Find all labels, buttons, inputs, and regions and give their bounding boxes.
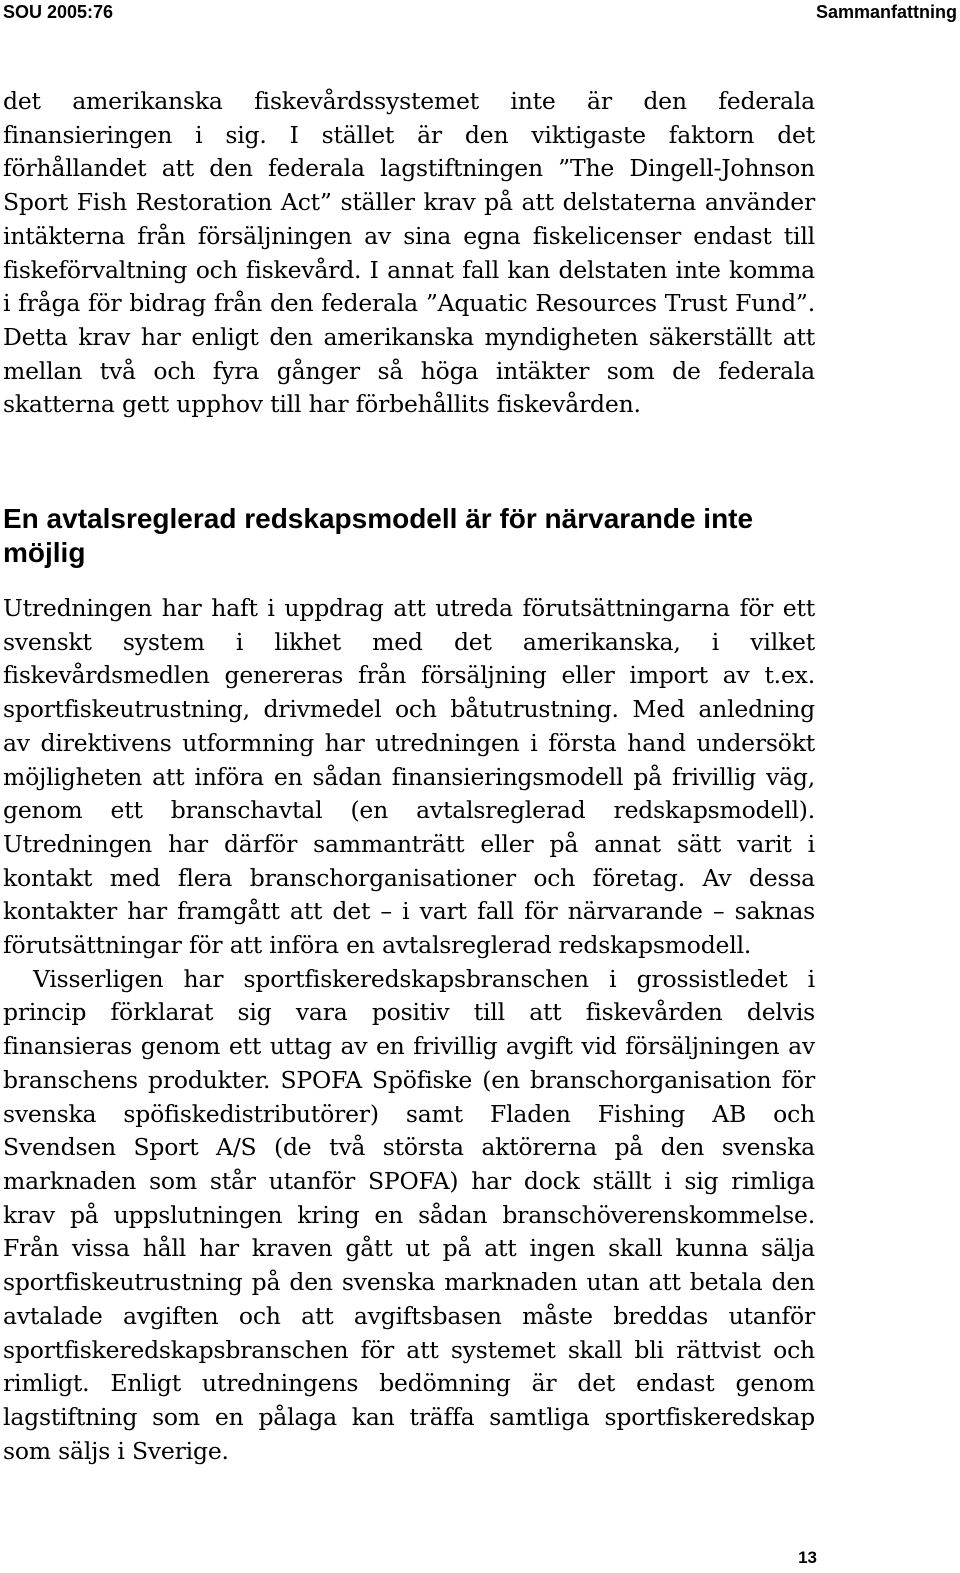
paragraph-utredningen: Utredningen har haft i uppdrag att utreda förutsättningarna för ett svenskt system i likhet med det amerikanska, i vilket fiskevårdsmedlen genereras från försäljning eller import av t.ex. sportfiskeutrustning, drivmedel och båtutrustning. Med anledning av direktivens utformning har utredningen i första hand undersökt möjligheten att införa en sådan finansieringsmodell på frivillig väg, genom ett branschavtal (en avtalsreglerad redskapsmodell). Utredningen har därför sammanträtt eller på annat sätt varit i kontakt med flera branschorganisationer och företag. Av dessa kontakter har framgått att det – i vart fall för närvarande – saknas förutsättningar för att införa en avtalsreglerad redskapsmodell. bbox=[3, 594, 815, 960]
report-id: SOU 2005:76 bbox=[3, 2, 114, 22]
page-number: 13 bbox=[798, 1548, 817, 1567]
document-body bbox=[3, 85, 815, 1468]
chapter-title: Sammanfattning bbox=[815, 2, 957, 22]
running-head bbox=[0, 0, 960, 24]
section-heading: En avtalsreglerad redskapsmodell är för närvarande inte möjlig bbox=[3, 503, 754, 569]
paragraph-intro: det amerikanska fiskevårdssystemet inte är den federala finansieringen i sig. I stället är den viktigaste faktorn det förhållandet att den federala lagstiftningen ”The Dingell-Johnson Sport Fish Restoration Act” ställer krav på att delstaterna använder intäkterna från försäljningen av sina egna fiskelicenser endast till fiskeförvaltning och fiskevård. I annat fall kan delstaten inte komma i fråga för bidrag från den federala ”Aquatic Resources Trust Fund”. Detta krav har enligt den amerikanska myndigheten säkerställt att mellan två och fyra gånger så höga intäkter som de federala skatterna gett upphov till har förbehållits fiskevården. bbox=[3, 87, 815, 419]
paragraph-visserligen: Visserligen har sportfiskeredskapsbranschen i grossistledet i princip förklarat sig vara positiv till att fiskevården delvis finansieras genom ett uttag av en frivillig avgift vid försäljningen av branschens produkter. SPOFA Spöfiske (en branschorganisation för svenska spöfiskedistributörer) samt Fladen Fishing AB och Svendsen Sport A/S (de två största aktörerna på den svenska marknaden som står utanför SPOFA) har dock ställt i sig rimliga krav på uppslutningen kring en sådan branschöverenskommelse. Från vissa håll har kraven gått ut på att ingen skall kunna sälja sportfiskeutrustning på den svenska marknaden utan att betala den avtalade avgiften och att avgiftsbasen måste breddas utanför sportfiskeredskapsbranschen för att systemet skall bli rättvist och rimligt. Enligt utredningens bedömning är det endast genom lagstiftning som en pålaga kan träffa samtliga sportfiskeredskap som säljs i Sverige. bbox=[3, 964, 815, 1465]
